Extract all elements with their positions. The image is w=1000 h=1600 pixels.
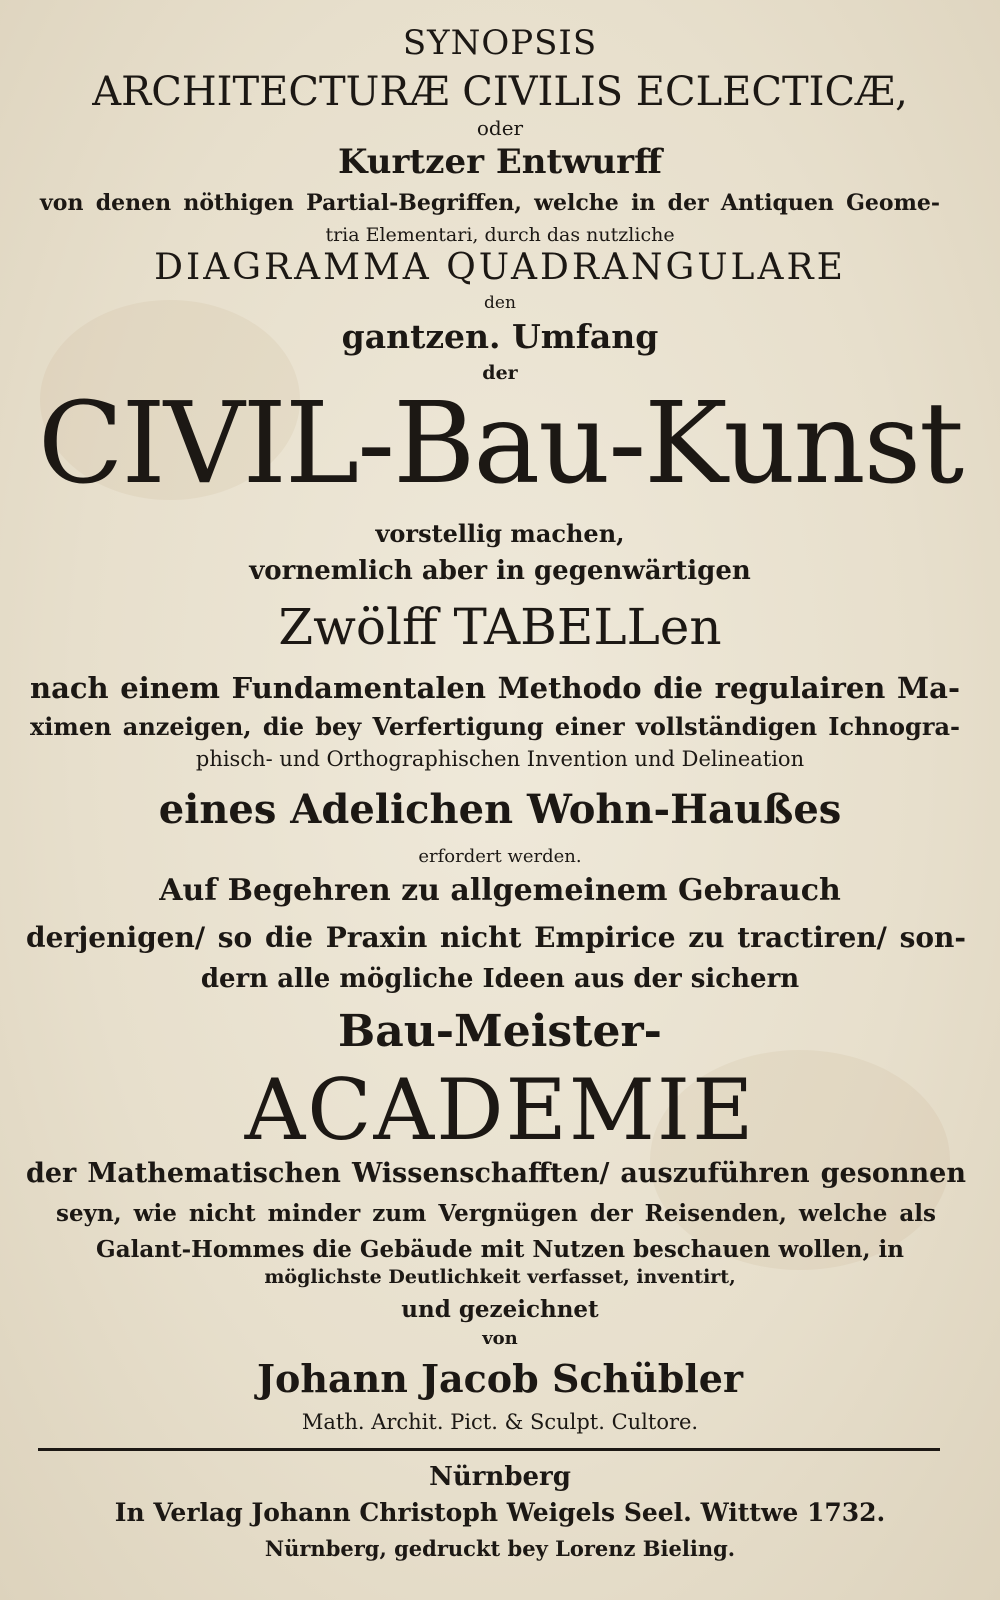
imprint-printer: Nürnberg, gedruckt bey Lorenz Bieling.	[264, 1536, 736, 1561]
body-line: vorstellig machen,	[375, 519, 625, 548]
body-line: von denen nöthigen Partial-Begriffen, welche in der Antiquen Geome-	[40, 190, 940, 216]
body-line: tria Elementari, durch das nutzliche	[325, 224, 675, 246]
body-line: ximen anzeigen, die bey Verfertigung einer vollständigen Ichnogra-	[30, 712, 960, 741]
wohnhaus-heading: eines Adelichen Wohn-Haußes	[158, 786, 842, 833]
der-line: der	[482, 362, 518, 384]
body-line: der Mathematischen Wissenschafften/ auszuführen gesonnen	[26, 1158, 966, 1189]
diagramma-heading: DIAGRAMMA QUADRANGULARE	[154, 247, 846, 288]
umfang-line: gantzen. Umfang	[341, 317, 659, 356]
body-line: seyn, wie nicht minder zum Vergnügen der Reisenden, welche als	[56, 1200, 936, 1227]
von-line: von	[482, 1328, 518, 1349]
tabellen-heading: Zwölff TABELLen	[278, 598, 722, 656]
bau-meister-heading: Bau-Meister-	[338, 1006, 662, 1057]
body-line: Galant-Hommes die Gebäude mit Nutzen beschauen wollen, in	[96, 1236, 904, 1263]
body-line: nach einem Fundamentalen Methodo die regulairen Ma-	[30, 671, 960, 705]
body-line: derjenigen/ so die Praxin nicht Empirice zu tractiren/ son-	[26, 921, 966, 954]
author-name: Johann Jacob Schübler	[257, 1356, 743, 1401]
den-line: den	[484, 293, 516, 313]
main-title: ARCHITECTURÆ CIVILIS ECLECTICÆ,	[92, 69, 908, 115]
body-line: möglichste Deutlichkeit verfasset, inventirt,	[264, 1266, 736, 1288]
author-titles: Math. Archit. Pict. & Sculpt. Cultore.	[301, 1410, 699, 1434]
imprint-place: Nürnberg	[429, 1462, 571, 1492]
oder-line: oder	[476, 116, 524, 140]
horizontal-rule	[38, 1448, 940, 1451]
body-line: phisch- und Orthographischen Invention und Delineation	[195, 747, 805, 771]
synopsis-heading: SYNOPSIS	[402, 23, 598, 63]
body-line: Auf Begehren zu allgemeinem Gebrauch	[159, 873, 841, 908]
civil-bau-kunst-title: CIVIL-Bau-Kunst	[37, 379, 963, 509]
subtitle-entwurff: Kurtzer Entwurff	[338, 142, 662, 182]
body-line: dern alle mögliche Ideen aus der sichern	[200, 964, 800, 994]
academie-heading: ACADEMIE	[244, 1061, 756, 1159]
body-line: und gezeichnet	[401, 1296, 599, 1323]
body-line: erfordert werden.	[418, 846, 582, 867]
imprint-publisher: In Verlag Johann Christoph Weigels Seel. Wittwe 1732.	[114, 1498, 886, 1527]
body-line: vornemlich aber in gegenwärtigen	[249, 556, 751, 586]
